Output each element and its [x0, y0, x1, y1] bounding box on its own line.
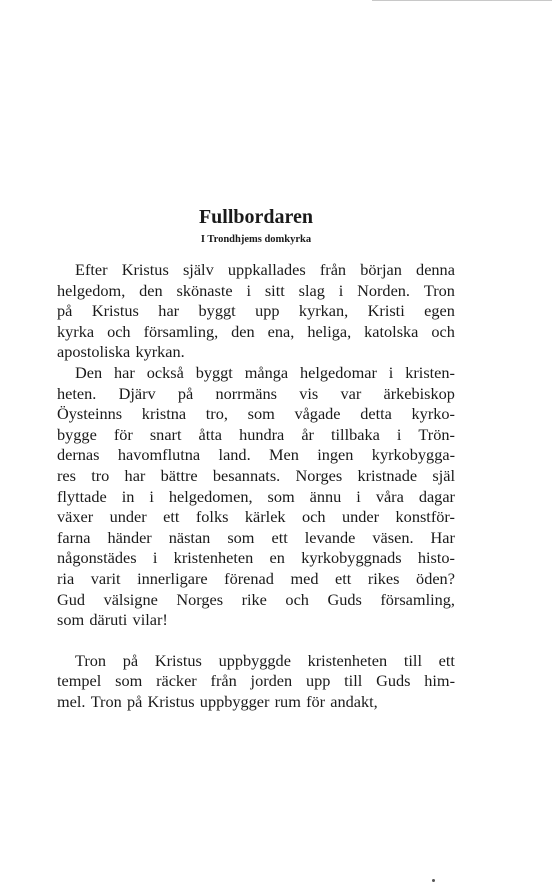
- print-speck: [432, 879, 435, 882]
- text-line: apostoliska kyrkan.: [57, 342, 185, 362]
- text-line: bygge för snart åtta hundra år tillbaka i Trön-: [57, 424, 455, 444]
- text-line: växer under ett folks kärlek och under konstför-: [57, 507, 455, 527]
- paragraph: [57, 260, 455, 363]
- page-text-block: [57, 203, 455, 712]
- text-line: Den har också byggt många helgedomar i kristen-: [75, 362, 455, 382]
- text-line: farna händer nästan som ett levande väsen. Har: [57, 527, 455, 547]
- text-line: som däruti vilar!: [57, 610, 168, 630]
- text-line: Efter Kristus själv uppkallades från början denna: [75, 260, 455, 279]
- text-line: heten. Djärv på norrmäns vis var ärkebiskop: [57, 383, 455, 403]
- text-line: Gud välsigne Norges rike och Guds församling,: [57, 589, 455, 609]
- text-line: Öysteinns kristna tro, som vågade detta kyrko-: [57, 404, 455, 424]
- chapter-subtitle: I Trondhjems domkyrka: [200, 234, 312, 245]
- paragraph: [57, 651, 455, 713]
- text-line: dernas havomflutna land. Men ingen kyrkobygga-: [57, 445, 455, 465]
- top-edge-rule: [372, 0, 552, 1]
- text-line: flyttade in i helgedomen, som ännu i våra dagar: [57, 486, 455, 506]
- text-line: res tro har bättre besannats. Norges kristnade själ: [57, 465, 455, 485]
- text-line: på Kristus har byggt upp kyrkan, Kristi egen: [57, 301, 455, 321]
- text-line: någonstädes i kristenheten en kyrkobyggnads histo-: [57, 548, 455, 568]
- text-line: tempel som räcker från jorden upp till Guds him-: [57, 671, 455, 691]
- paragraph: [57, 363, 455, 631]
- text-line: Tron på Kristus uppbyggde kristenheten till ett: [75, 650, 455, 670]
- text-line: helgedom, den skönaste i sitt slag i Norden. Tron: [57, 280, 455, 300]
- paragraph-gap: [57, 631, 455, 651]
- body-text: [57, 260, 455, 712]
- chapter-title: Fullbordaren: [198, 206, 314, 228]
- text-line: kyrka och församling, den ena, heliga, katolska och: [57, 321, 455, 341]
- text-line: ria varit innerligare förenad med ett rikes öden?: [57, 568, 455, 588]
- text-line: mel. Tron på Kristus uppbygger rum för andakt,: [57, 691, 378, 711]
